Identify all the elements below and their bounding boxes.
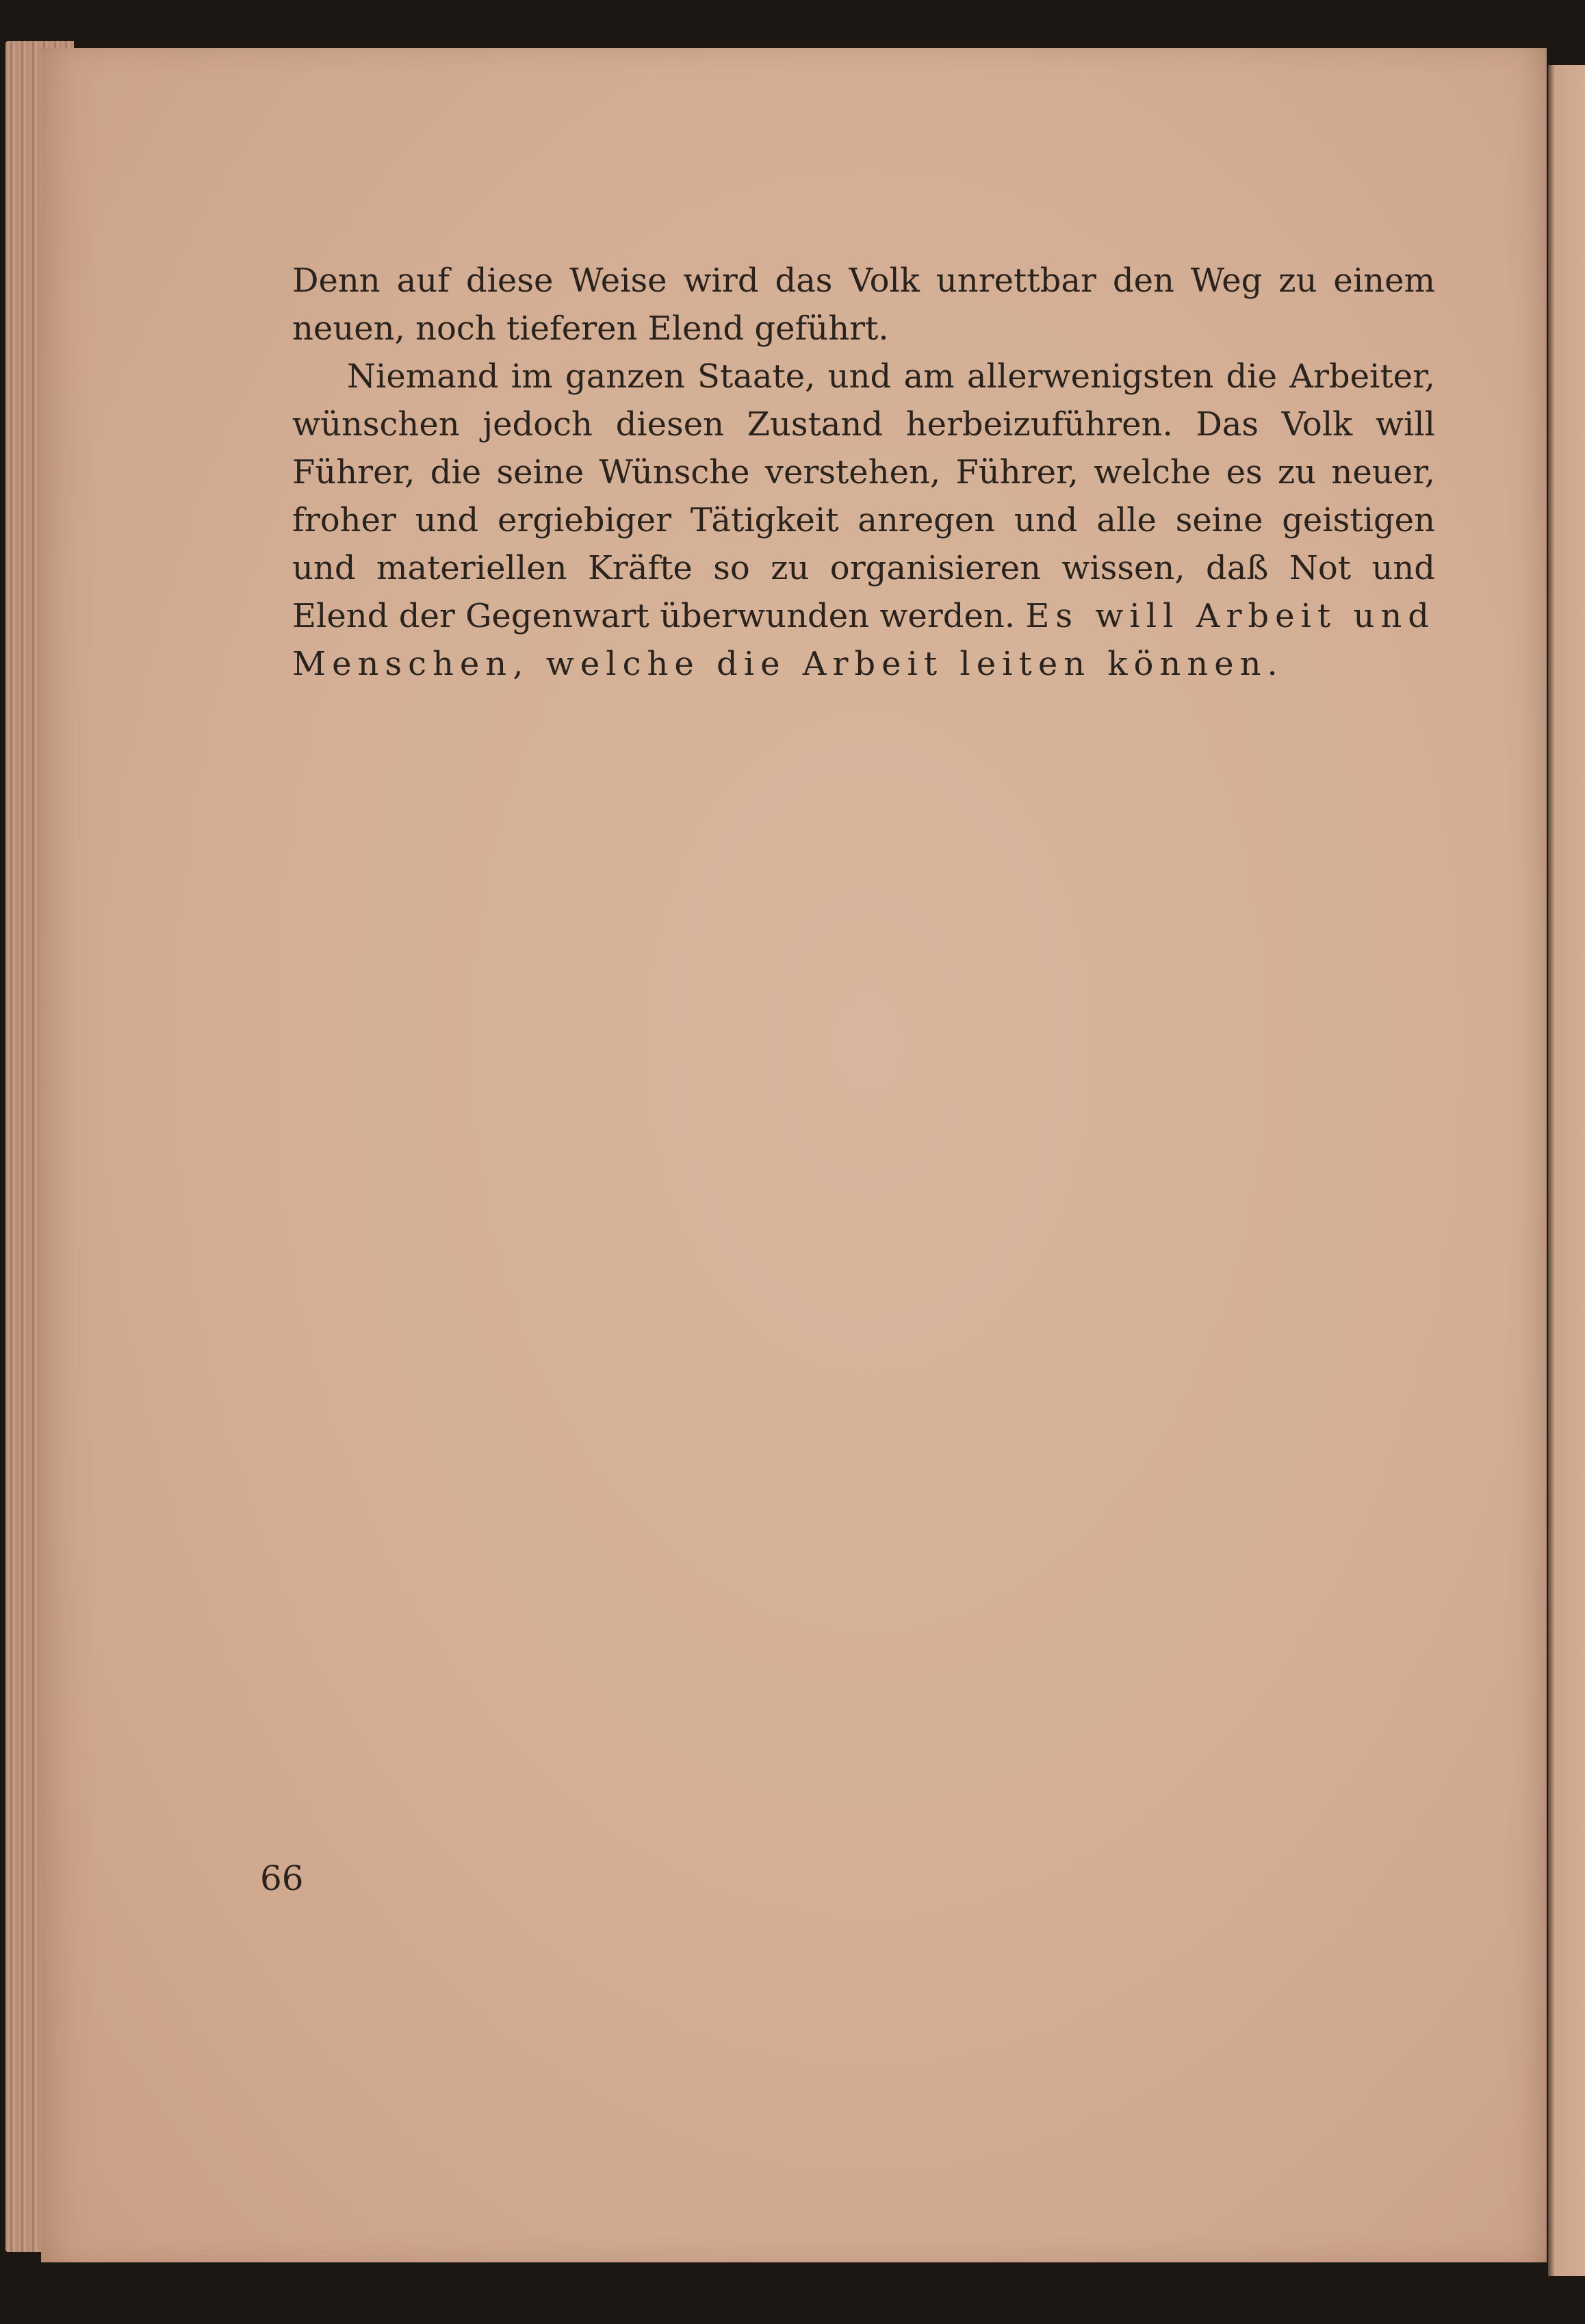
paragraph-2-text: Niemand im ganzen Staate, und am allerwenigsten die Arbeiter, wünschen jedoch diesen Zustand herbeizuführen. Das Volk will Führer, die seine Wünsche verstehen, Führer, welche es zu neuer, froher und ergiebiger Tätigkeit anregen und alle seine geistigen und materiellen Kräfte so zu organisieren wissen, daß Not und Elend der Gegenwart überwunden werden. <box>292 357 1435 635</box>
paragraph-1: Denn auf diese Weise wird das Volk unrettbar den Weg zu einem neuen, noch tieferen Elend geführt. <box>292 261 1435 348</box>
paragraph-2-spaced-text: Es will Arbeit und Menschen, welche die Arbeit leiten können. <box>292 597 1435 683</box>
page-number: 66 <box>260 1859 304 1898</box>
paragraph-2 <box>292 353 1435 688</box>
adjacent-page-edge <box>1548 65 1585 2276</box>
book-page <box>41 48 1547 2262</box>
body-text <box>292 257 1435 688</box>
